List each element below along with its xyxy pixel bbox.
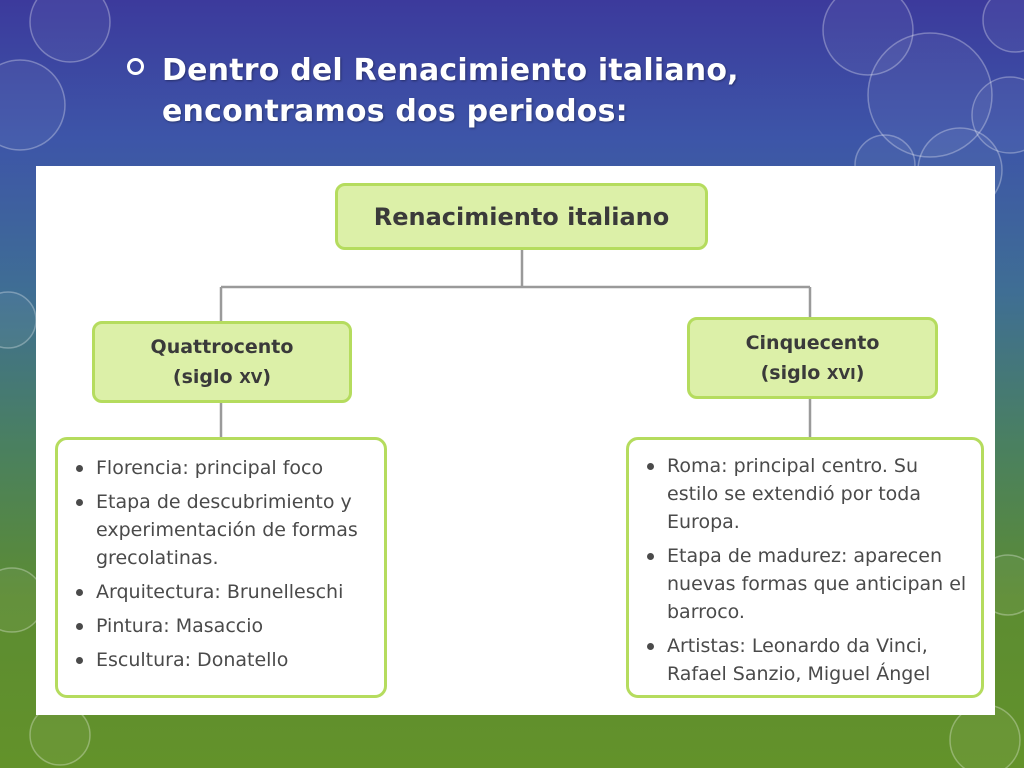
bullet-icon [76,657,83,664]
slide-title-line-1: Dentro del Renacimiento italiano, [162,53,739,88]
node-quattrocento [92,321,352,403]
list-item [72,612,374,640]
bullet-icon [76,623,83,630]
list-item [72,578,374,606]
title-bullet-icon [127,58,144,75]
list-item [72,488,374,572]
node-cinquecento [687,317,938,399]
quattrocento-list [72,454,374,674]
cinquecento-list [643,452,971,688]
period-prefix: (siglo [172,365,240,388]
node-root-label: Renacimiento italiano [373,202,670,231]
slide-title-line-2: encontramos dos periodos: [162,94,628,129]
list-item-text: Etapa de madurez: aparecen nuevas formas que anticipan el barroco. [667,545,967,623]
period-numeral: XV [239,368,263,387]
period-suffix: ) [262,365,272,388]
list-item [72,646,374,674]
list-item [643,452,971,536]
node-cinquecento-period [761,358,865,389]
node-cinquecento-name: Cinquecento [745,331,880,354]
node-quattrocento-name: Quattrocento [150,335,294,358]
list-item-text: Artistas: Leonardo da Vinci, Rafael Sanzio, Miguel Ángel [667,635,931,685]
quattrocento-details [55,437,387,698]
list-item [72,454,374,482]
node-renacimiento-italiano [335,183,708,250]
bullet-icon [76,465,83,472]
node-quattrocento-period [173,362,271,393]
bullet-icon [647,643,654,650]
slide-title [162,50,882,132]
list-item-text: Pintura: Masaccio [96,615,264,637]
list-item [643,632,971,688]
diagram-panel [36,166,995,715]
bullet-icon [647,463,654,470]
list-item-text: Arquitectura: Brunelleschi [96,581,344,603]
period-prefix: (siglo [760,361,827,384]
period-suffix: ) [855,361,865,384]
list-item-text: Etapa de descubrimiento y experimentación de formas grecolatinas. [96,491,358,569]
list-item-text: Florencia: principal foco [96,457,324,479]
list-item-text: Escultura: Donatello [96,649,289,671]
bullet-icon [76,499,83,506]
bullet-icon [76,589,83,596]
bullet-icon [647,553,654,560]
list-item [643,542,971,626]
list-item-text: Roma: principal centro. Su estilo se extendió por toda Europa. [667,455,921,533]
period-numeral: XVI [826,364,856,383]
cinquecento-details [626,437,984,698]
